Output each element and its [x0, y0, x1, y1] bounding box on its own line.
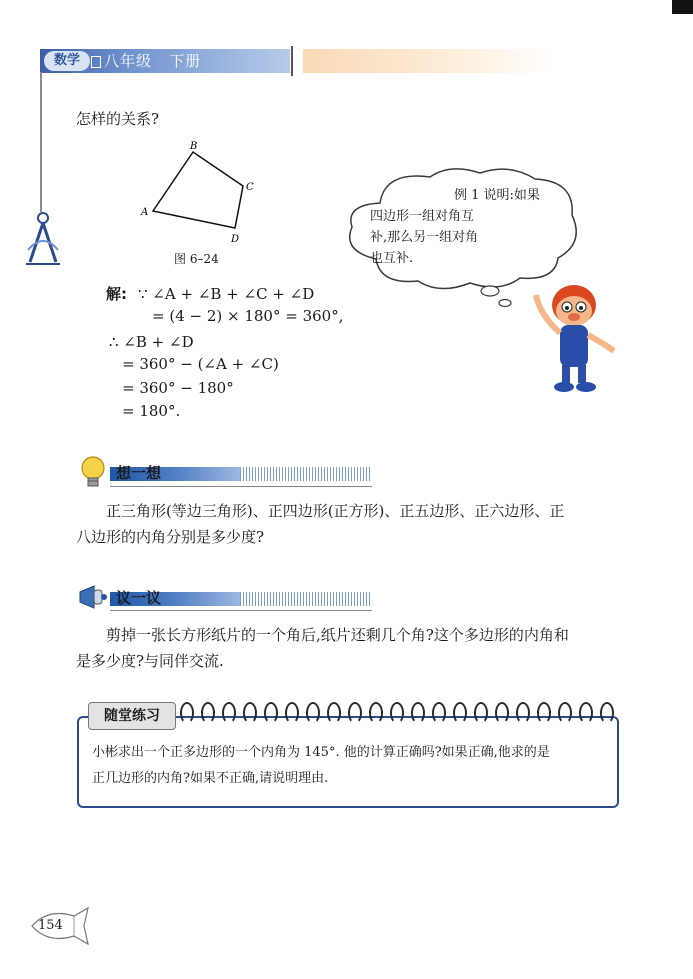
ring: [201, 702, 215, 724]
solution-line-3: ∴ ∠B + ∠D: [109, 333, 194, 351]
ring: [453, 702, 467, 724]
discuss-title: 议一议: [116, 589, 162, 607]
practice-line-1: 小彬求出一个正多边形的一个内角为 145°. 他的计算正确吗?如果正确,他求的是: [92, 745, 550, 760]
bubble-line-2: 四边形一组对角互: [370, 209, 475, 224]
ring: [285, 702, 299, 724]
ring: [558, 702, 572, 724]
page-number: 154: [38, 918, 63, 933]
ring: [264, 702, 278, 724]
ring: [474, 702, 488, 724]
bubble-line-1: 例 1 说明:如果: [454, 188, 540, 203]
ring: [222, 702, 236, 724]
margin-line: [40, 72, 42, 212]
header-title: 八年级 下册: [104, 52, 202, 70]
ring: [369, 702, 383, 724]
solution-line-6: = 180°.: [122, 402, 181, 420]
cartoon-boy-illustration: [528, 275, 620, 395]
solution-line-2: = (4 − 2) × 180° = 360°,: [152, 307, 344, 325]
figure-caption: 图 6–24: [174, 252, 219, 266]
practice-text: [92, 740, 550, 792]
solution-label: 解:: [106, 285, 127, 303]
ring: [516, 702, 530, 724]
megaphone-icon: [76, 582, 110, 612]
page-corner-mark: [672, 0, 693, 14]
solution-line-1: ∵ ∠A + ∠B + ∠C + ∠D: [138, 285, 315, 303]
thought-bubble-text: [370, 185, 540, 269]
header-square-icon: [91, 56, 101, 68]
subject-badge: 数学: [44, 51, 90, 71]
vertex-label-b: B: [190, 141, 198, 152]
ring: [495, 702, 509, 724]
ring: [327, 702, 341, 724]
discuss-line-1: 剪掉一张长方形纸片的一个角后,纸片还剩几个角?这个多边形的内角和: [106, 626, 569, 644]
discuss-underline: [110, 610, 372, 611]
vertex-label-a: A: [141, 207, 149, 218]
ring: [243, 702, 257, 724]
practice-title: 随堂练习: [88, 702, 176, 730]
think-hatch-bar: [240, 467, 370, 481]
ring: [579, 702, 593, 724]
practice-line-2: 正几边形的内角?如果不正确,请说明理由.: [92, 771, 329, 786]
header-gradient-right: [303, 49, 553, 73]
ring: [348, 702, 362, 724]
think-line-2: 八边形的内角分别是多少度?: [76, 528, 265, 546]
ring: [306, 702, 320, 724]
lightbulb-icon: [78, 455, 108, 489]
compass-icon: [22, 210, 64, 270]
bubble-line-4: 也互补.: [370, 251, 414, 266]
ring: [432, 702, 446, 724]
notebook-rings: [180, 702, 620, 726]
ring: [390, 702, 404, 724]
intro-line: 怎样的关系?: [76, 110, 160, 128]
solution-line-5: = 360° − 180°: [122, 379, 234, 397]
vertex-label-c: C: [246, 182, 254, 193]
think-underline: [110, 486, 372, 487]
ring: [411, 702, 425, 724]
discuss-hatch-bar: [240, 592, 370, 606]
ring: [600, 702, 614, 724]
vertex-label-d: D: [231, 234, 240, 245]
discuss-line-2: 是多少度?与同伴交流.: [76, 652, 224, 670]
think-title: 想一想: [116, 464, 162, 482]
solution-line-4: = 360° − (∠A + ∠C): [122, 355, 279, 373]
ring: [180, 702, 194, 724]
ring: [537, 702, 551, 724]
bubble-line-3: 补,那么另一组对角: [370, 230, 479, 245]
header-separator: [291, 46, 293, 76]
quadrilateral-figure: [135, 138, 265, 246]
think-line-1: 正三角形(等边三角形)、正四边形(正方形)、正五边形、正六边形、正: [106, 502, 565, 520]
